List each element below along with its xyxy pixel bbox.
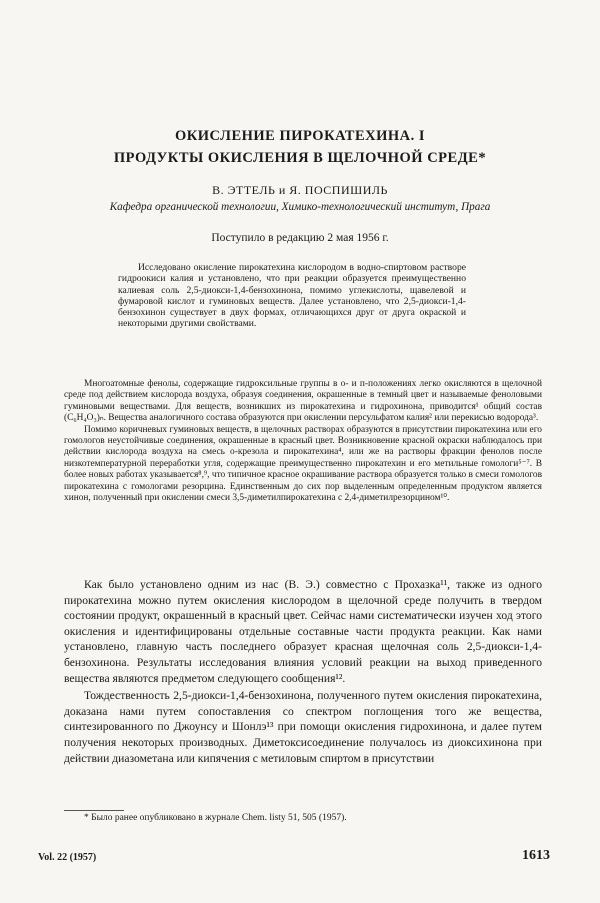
journal-volume: Vol. 22 (1957) <box>38 852 97 863</box>
received-date: Поступило в редакцию 2 мая 1956 г. <box>211 232 389 244</box>
page-number: 1613 <box>522 848 550 863</box>
intro-paragraph-1: Многоатомные фенолы, содержащие гидроксильные группы в о- и п-положениях легко окисляются в щелочной среде под действием кислорода воздуха, образуя соединения, окрашенные в темный цвет и называемые феноловыми гуминовыми веществами. Для веществ, возникших из пирокатехина и гидрохинона, приводится¹ общий состав (C₆H₄O₃)ₙ. Вещества аналогичного состава образуются при окислении персульфатом калия² или перекисью водорода³. <box>64 379 542 424</box>
affiliation: Кафедра органической технологии, Химико-технологический институт, Прага <box>109 201 491 213</box>
footnote: * Было ранее опубликовано в журнале Chem. listy 51, 505 (1957). <box>84 813 347 823</box>
main-paragraph-1: Как было установлено одним из нас (В. Э.) совместно с Прохазка¹¹, также из одного пирокатехина можно путем окисления кислородом в щелочной среде получить в твердом состоянии продукт, окрашенный в красный цвет. Сейчас нами систематически изучен ход этого окисления и идентифицированы отдельные составные части продукта реакции. Как нами установлено, главную часть последнего образует красная щелочная соль 2,5-диокси-1,4-бензохинона. Результаты исследования влияния условий реакции на выход приведенного вещества являются предметом следующего сообщения¹². <box>64 578 542 685</box>
abstract-text: Исследовано окисление пирокатехина кислородом в водно-спиртовом растворе гидроокиси калия и установлено, что при реакции образуется преимущественно калиевая соль 2,5-диокси-1,4-бензохинона, помимо углекислоты, щавелевой и фумаровой кислот и гуминовых веществ. Далее установлено, что 2,5-диокси-1,4-бензохинон существует в двух формах, отличающихся друг от друга окраской и некоторыми другими свойствами. <box>118 262 466 330</box>
main-paragraph-2: Тождественность 2,5-диокси-1,4-бензохинона, полученного путем окисления пирокатехина, доказана нами путем сопоставления со спектром поглощения того же вещества, синтезированного по Джоунсу и Шонлэ¹³ при помощи окисления гидрохинона, и далее путем получения некоторых производных. Диметоксисоединение получалось из диоксихинона при действии диазометана или кипячения с метиловым спиртом в присутствии <box>64 689 542 765</box>
intro-paragraph-2: Помимо коричневых гуминовых веществ, в щелочных растворах образуются в присутствии пирокатехина или его гомологов неустойчивые соединения, окрашенные в красный цвет. Возникновение красной окраски наблюдалось при действии кислорода воздуха на смесь о-крезола и пирокатехина⁴, или же на растворы фракции фенолов после низкотемпературной переработки угля, содержащие преимущественно пирокатехин и его метильные гомологи⁵⁻⁷. В более новых работах указывается⁸,⁹, что типичное красное окрашивание раствора образуется только в смеси гомологов пирокатехина с гомологами резорцина. Единственным до сих пор выделенным определенным продуктом является хинон, полученный при окислении смеси 3,5-диметилпирокатехина с 2,4-диметилрезорцином¹⁰. <box>64 424 542 504</box>
main-text <box>64 577 542 768</box>
introduction <box>64 379 542 504</box>
article-title-line-2: ПРОДУКТЫ ОКИСЛЕНИЯ В ЩЕЛОЧНОЙ СРЕДЕ* <box>113 150 487 166</box>
abstract <box>118 262 466 330</box>
article-title-line-1: ОКИСЛЕНИЕ ПИРОКАТЕХИНА. I <box>174 128 426 144</box>
authors: В. ЭТТЕЛЬ и Я. ПОСПИШИЛЬ <box>212 183 388 197</box>
footnote-divider <box>64 810 124 811</box>
